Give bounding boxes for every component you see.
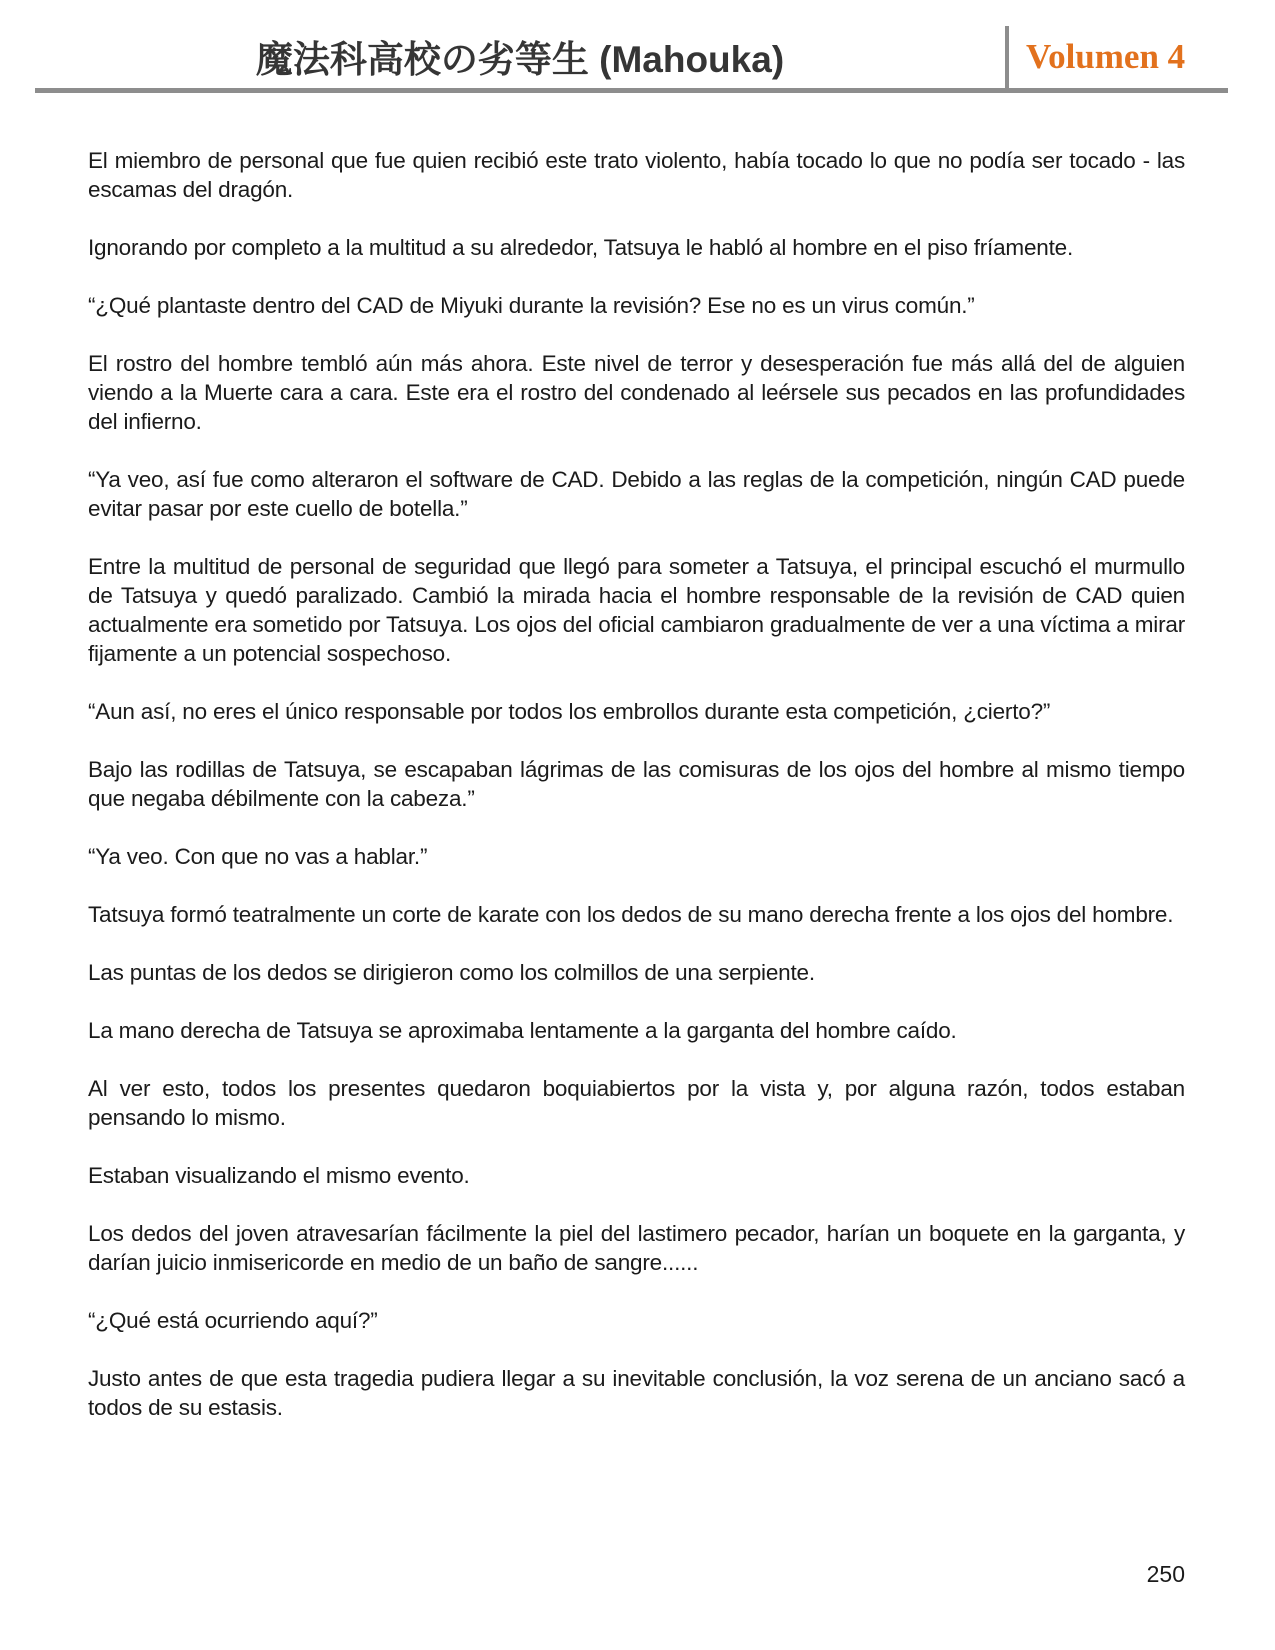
paragraph-5: “Ya veo, así fue como alteraron el software de CAD. Debido a las reglas de la competición, ningún CAD puede evitar pasar por este cuello de botella.” xyxy=(88,467,1185,521)
page-number: 250 xyxy=(1146,1561,1185,1587)
paragraph-3: “¿Qué plantaste dentro del CAD de Miyuki durante la revisión? Ese no es un virus común.” xyxy=(88,293,975,318)
header-title-cell xyxy=(35,29,1005,88)
book-title: 魔法科高校の劣等生 (Mahouka) xyxy=(255,39,785,80)
paragraph-12: La mano derecha de Tatsuya se aproximaba lentamente a la garganta del hombre caído. xyxy=(88,1018,957,1043)
paragraph-6: Entre la multitud de personal de seguridad que llegó para someter a Tatsuya, el principal escuchó el murmullo de Tatsuya y quedó paralizado. Cambió la mirada hacia el hombre responsable de la revisión de CAD quien actualmente era sometido por Tatsuya. Los ojos del oficial cambiaron gradualmente de ver a una víctima a mirar fijamente a un potencial sospechoso. xyxy=(88,554,1185,666)
paragraph-16: “¿Qué está ocurriendo aquí?” xyxy=(88,1308,378,1333)
header-volume-cell xyxy=(1005,26,1228,88)
paragraph-1: El miembro de personal que fue quien recibió este trato violento, había tocado lo que no podía ser tocado - las escamas del dragón. xyxy=(88,148,1185,202)
page-header xyxy=(35,0,1228,93)
paragraph-13: Al ver esto, todos los presentes quedaron boquiabiertos por la vista y, por alguna razón, todos estaban pensando lo mismo. xyxy=(88,1076,1185,1130)
paragraph-11: Las puntas de los dedos se dirigieron como los colmillos de una serpiente. xyxy=(88,960,815,985)
paragraph-17: Justo antes de que esta tragedia pudiera llegar a su inevitable conclusión, la voz serena de un anciano sacó a todos de su estasis. xyxy=(88,1366,1185,1420)
paragraph-4: El rostro del hombre tembló aún más ahora. Este nivel de terror y desesperación fue más allá del de alguien viendo a la Muerte cara a cara. Este era el rostro del condenado al leérsele sus pecados en las profundidades del infierno. xyxy=(88,351,1185,434)
paragraph-14: Estaban visualizando el mismo evento. xyxy=(88,1163,470,1188)
paragraph-7: “Aun así, no eres el único responsable por todos los embrollos durante esta competición, ¿cierto?” xyxy=(88,699,1051,724)
paragraph-2: Ignorando por completo a la multitud a su alrededor, Tatsuya le habló al hombre en el piso fríamente. xyxy=(88,235,1073,260)
paragraph-9: “Ya veo. Con que no vas a hablar.” xyxy=(88,844,428,869)
volume-label: Volumen 4 xyxy=(1026,37,1186,76)
paragraph-15: Los dedos del joven atravesarían fácilmente la piel del lastimero pecador, harían un boquete en la garganta, y darían juicio inmisericorde en medio de un baño de sangre...... xyxy=(88,1221,1185,1275)
paragraph-10: Tatsuya formó teatralmente un corte de karate con los dedos de su mano derecha frente a los ojos del hombre. xyxy=(88,902,1174,927)
paragraph-8: Bajo las rodillas de Tatsuya, se escapaban lágrimas de las comisuras de los ojos del hombre al mismo tiempo que negaba débilmente con la cabeza.” xyxy=(88,757,1185,811)
body-text xyxy=(88,146,1185,1451)
